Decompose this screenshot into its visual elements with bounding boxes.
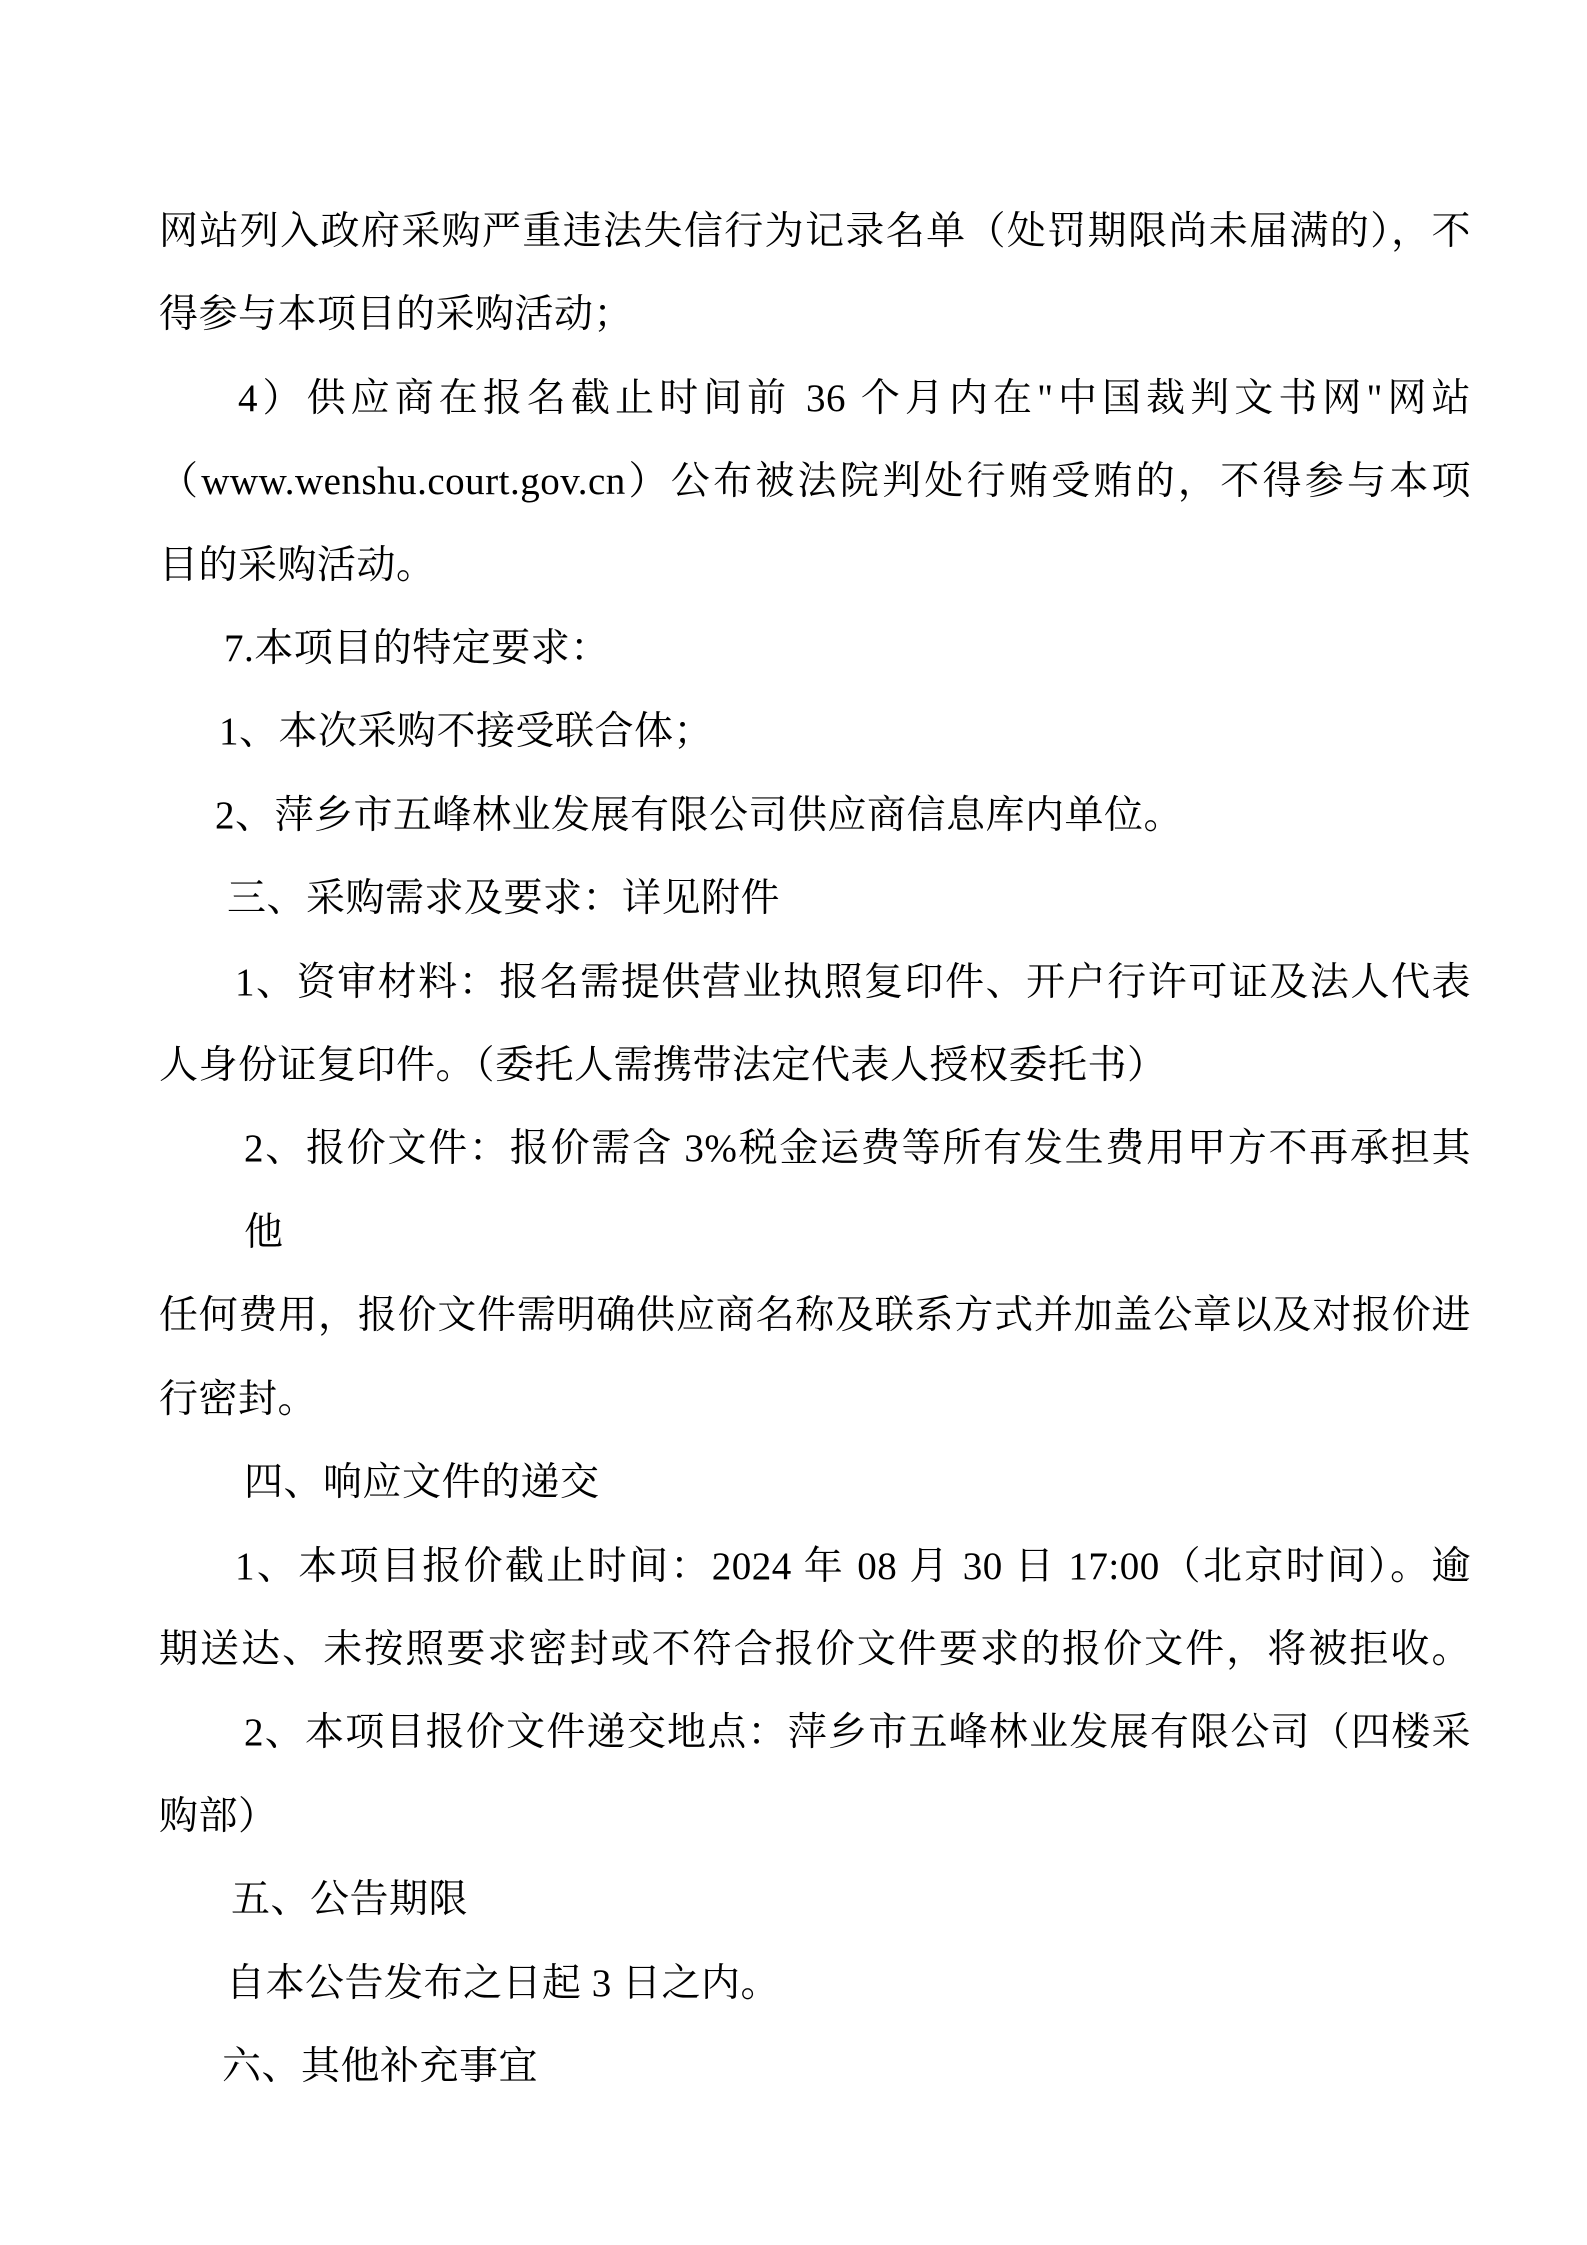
doc-line: 网站列入政府采购严重违法失信行为记录名单（处罚期限尚未届满的），不 [159, 210, 1471, 253]
doc-line: 2、本项目报价文件递交地点：萍乡市五峰林业发展有限公司（四楼采 [244, 1711, 1471, 1755]
doc-line: 1、本项目报价截止时间：2024 年 08 月 30 日 17:00（北京时间）。逾 [235, 1544, 1471, 1588]
doc-line: 得参与本项目的采购活动； [159, 293, 634, 337]
doc-line: 2、报价文件：报价需含 3%税金运费等所有发生费用甲方不再承担其他 [244, 1127, 1471, 1254]
doc-line: 目的采购活动。 [159, 543, 436, 587]
doc-line: 自本公告发布之日起 3 日之内。 [226, 1961, 781, 2005]
doc-line: 2、萍乡市五峰林业发展有限公司供应商信息库内单位。 [215, 793, 1184, 837]
doc-line: 六、其他补充事宜 [222, 2044, 539, 2088]
doc-line: 7.本项目的特定要求： [224, 627, 610, 671]
doc-line: 五、公告期限 [231, 1878, 469, 1922]
doc-line: 任何费用，报价文件需明确供应商名称及联系方式并加盖公章以及对报价进 [159, 1294, 1471, 1338]
doc-line: 购部） [159, 1794, 278, 1838]
doc-line: 人身份证复印件。（委托人需携带法定代表人授权委托书） [159, 1044, 1167, 1088]
doc-line: 四、响应文件的递交 [244, 1461, 600, 1505]
doc-line: 期送达、未按照要求密封或不符合报价文件要求的报价文件，将被拒收。 [159, 1627, 1471, 1671]
doc-line: 1、资审材料：报名需提供营业执照复印件、开户行许可证及法人代表 [235, 960, 1471, 1004]
doc-line: （www.wenshu.court.gov.cn）公布被法院判处行贿受贿的，不得参与本项 [159, 460, 1471, 504]
document-body [159, 190, 1471, 2108]
doc-line: 行密封。 [159, 1377, 318, 1421]
doc-line: 1、本次采购不接受联合体； [219, 710, 714, 754]
doc-line: 4）供应商在报名截止时间前 36 个月内在"中国裁判文书网"网站 [238, 376, 1471, 420]
doc-line: 三、采购需求及要求：详见附件 [227, 877, 781, 921]
